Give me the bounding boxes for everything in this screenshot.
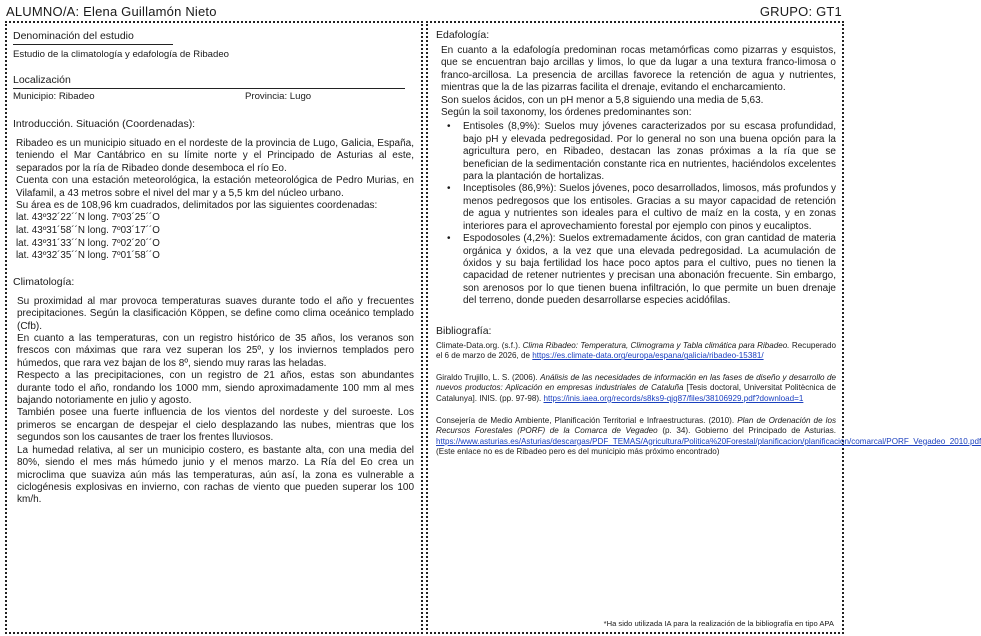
bib-details: [Tesis doctoral, Universitat Politècnica de Catalunya]. INIS. (pp. 97-98).: [436, 383, 837, 403]
intro-paragraph-2: Cuenta con una estación meteorológica, la estación meteorológica de Pedro Murias, en Vilafamil, a 43 metros sobre el nivel del mar y a 5,5 km del núcleo urbano.: [16, 175, 414, 199]
student-name: ALUMNO/A: Elena Guillamón Nieto: [6, 3, 217, 19]
right-panel: [426, 21, 981, 634]
coordinate: lat. 43º31´33´´N long. 7º02´20´´O: [16, 237, 160, 249]
soil-order-item: [441, 183, 836, 233]
bib-link[interactable]: https://www.asturias.es/Asturias/descargas/PDF_TEMAS/Agricultura/Politica%20Forestal/planificacion/planificacion/comarcal/PORF_Vegadeo_2010.pdf: [436, 436, 981, 446]
intro-paragraph-1: Ribadeo es un municipio situado en el nordeste de la provincia de Lugo, Galicia, España, teniendo el Mar Cantábrico en su límite norte y el Principado de Asturias al este, separados por la ría de Ribadeo donde desemboca el río Eo.: [16, 138, 414, 174]
bib-author: Consejería de Medio Ambiente, Planificación Territorial e Infraestructuras. (2010).: [436, 415, 735, 425]
header-bar: [6, 2, 842, 20]
coordinate: lat. 43º31´58´´N long. 7º03´17´´O: [16, 225, 160, 237]
denominacion-label-wrap: [13, 26, 173, 45]
clima-paragraph-4: También posee una fuerte influencia de los vientos del nordeste y del suroeste. Los primeros se encargan de despejar el cielo desplazando las nubes, mientras que los segundos son los causantes de traer los frentes lluviosos.: [17, 407, 414, 444]
bullet-icon: •: [447, 233, 451, 245]
intro-paragraph-3: Su área es de 108,96 km cuadrados, delimitados por las siguientes coordenadas:: [16, 200, 378, 212]
denominacion-value: Estudio de la climatología y edafología de Ribadeo: [13, 49, 230, 60]
clima-paragraph-2: En cuanto a las temperaturas, con un registro histórico de 35 años, los veranos son frescos con máximas que rara vez superan los 25º, y los inviernos templados pero húmedos, que rara vez bajan de los 8º, siendo muy raras las heladas.: [17, 333, 414, 369]
bib-link[interactable]: https://es.climate-data.org/europa/espana/galicia/ribadeo-15381/: [532, 351, 764, 361]
coordinate: lat. 43º32´22´´N long. 7º03´25´´O: [16, 212, 160, 224]
edaf-paragraph-2: Son suelos ácidos, con un pH menor a 5,8 siguiendo una media de 5,63.: [441, 94, 764, 106]
bib-author: Giraldo Trujillo, L. S. (2006).: [436, 372, 538, 382]
soil-order-text: Inceptisoles (86,9%): Suelos jóvenes, poco desarrollados, limosos, más profundos y menos pedregosos que los entisoles. Gracias a su mayor capacidad de retención de agua y nutrientes son ideales para el cultivo de maíz en la costa, y en zonas interiores para el aprovechamiento forestal por ejemplo con pinos y eucaliptos.: [463, 183, 836, 232]
clima-heading: Climatología:: [13, 275, 75, 288]
bib-link[interactable]: https://inis.iaea.org/records/s8ks9-qjq87/files/38106929.pdf?download=1: [543, 393, 804, 403]
soil-order-item: [441, 233, 836, 307]
localizacion-label: Localización: [13, 74, 71, 86]
bib-title: Clima Ribadeo: Temperatura, Climograma y Tabla climática para Ribadeo.: [522, 340, 790, 350]
clima-paragraph-1: Su proximidad al mar provoca temperaturas suaves durante todo el año y frecuentes precipitaciones. Según la clasificación Köppen, se define como clima oceánico templado (Cfb).: [17, 295, 414, 332]
municipio: Municipio: Ribadeo: [13, 91, 95, 102]
location-row: [13, 90, 414, 104]
bib-entry-2: [436, 373, 836, 405]
bib-note: (Este enlace no es de Ribadeo pero es del municipio más próximo encontrado): [436, 447, 720, 457]
localizacion-label-wrap: [13, 70, 405, 89]
bib-title: Plan de Ordenación de los Recursos Forestales (PORF) de la Comarca de Vegadeo: [436, 415, 837, 436]
bib-entry-1: [436, 341, 836, 362]
edaf-paragraph-3: Según la soil taxonomy, los órdenes predominantes son:: [441, 107, 692, 119]
edaf-heading: Edafología:: [436, 29, 490, 41]
coordinates-list: [13, 212, 414, 262]
denominacion-label: Denominación del estudio: [13, 30, 134, 42]
left-panel: [5, 21, 423, 634]
provincia: Provincia: Lugo: [245, 91, 312, 102]
soil-order-item: [441, 121, 836, 183]
footnote: *Ha sido utilizada IA para la realización de la bibliografía en tipo APA: [603, 619, 834, 628]
bib-heading: Bibliografía:: [436, 324, 492, 337]
bib-details: Recuperado el 6 de marzo de 2026, de: [436, 340, 837, 361]
edaf-paragraph-1: En cuanto a la edafología predominan rocas metamórficas como pizarras y esquistos, que se encuentran bajo arcillas y limos, lo que da lugar a una textura franco-limosa o franco-arcillosa. La presencia de arcillas favorece la retención de agua y nutrientes, mientras que la de las pizarras facilita el drenaje, evitando el encharcamiento.: [441, 45, 836, 94]
bib-author: Climate-Data.org. (s.f.).: [436, 340, 521, 350]
intro-heading: Introducción. Situación (Coordenadas):: [13, 118, 196, 130]
clima-paragraph-5: La humedad relativa, al ser un municipio costero, es bastante alta, con una media del 80%, siendo el mes más húmedo junio y el menos marzo. La Ría del Eo crea un microclima que suaviza aún más las temperaturas, aún así, la zona es vulnerable a ciclogénesis explosivas en invierno, con rachas de viento que pueden superar los 100 km/h.: [17, 444, 414, 506]
group-label: GRUPO: GT1: [759, 3, 842, 19]
soil-order-text: Espodosoles (4,2%): Suelos extremadamente ácidos, con gran cantidad de materia orgánica y óxidos, a la vez que una elevada pedregosidad. La acumulación de óxidos y su baja fertilidad los hace poco aptos para el cultivo, pues no tienen la capacidad de retener nutrientes y precisan una abonación frecuente. Sin embargo, son arenosos por lo que tienen buena infiltración, lo que permite un buen drenaje del terreno, donde pueden desarrollarse especies acidófilas.: [463, 233, 836, 307]
bib-details: (p. 34). Gobierno del Principado de Asturias.: [662, 426, 836, 436]
bullet-icon: •: [447, 183, 451, 195]
bullet-icon: •: [447, 121, 451, 133]
clima-paragraph-3: Respecto a las precipitaciones, con un registro de 21 años, estas son abundantes durante todo el año, rondando los 1000 mm, siendo aproximadamente 100 mm al mes bajando notoriamente en julio y agosto.: [17, 370, 414, 407]
bib-entry-3: [436, 415, 981, 458]
coordinate: lat. 43º32´35´´N long. 7º01´58´´O: [16, 250, 160, 262]
bib-title: Análisis de las necesidades de información en las fases de diseño y desarrollo de nuevos productos: Aplicación en empresas industriales de Cataluña: [436, 372, 836, 393]
soil-order-text: Entisoles (8,9%): Suelos muy jóvenes caracterizados por su escasa profundidad, bajo pH y elevada pedregosidad. Por lo general no son una buena opción para la agricultura pero, en Ribadeo, destacan las zonas próximas a la ría que se benefician de la sedimentación constante rica en nutrientes, haciéndolos excelentes para la plantación de hortalizas.: [463, 121, 836, 183]
